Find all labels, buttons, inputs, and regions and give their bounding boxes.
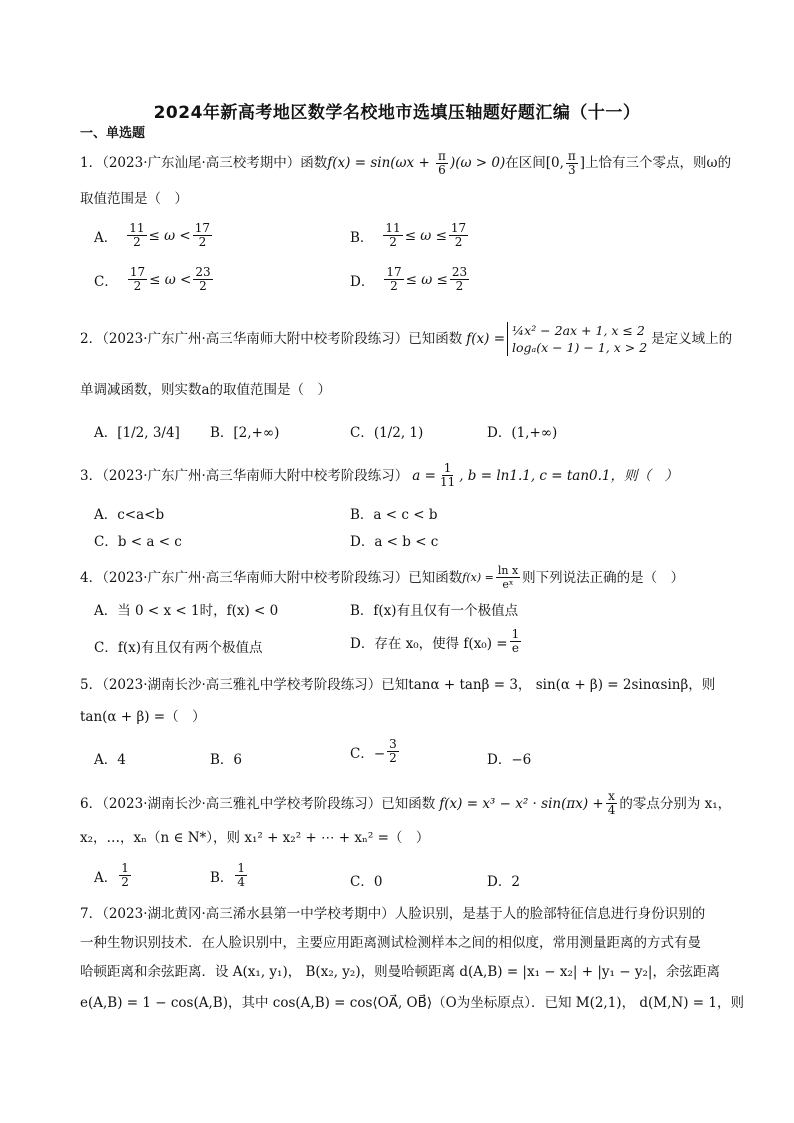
option-b[interactable]: B．f(x)有且仅有一个极值点 bbox=[350, 603, 519, 619]
question-1-line2: 取值范围是（ ） bbox=[80, 191, 188, 207]
option-c[interactable]: C．(1/2, 1) bbox=[350, 425, 424, 441]
option-a[interactable]: A．[1/2, 3/4] bbox=[94, 425, 180, 441]
question-7-line2: 一种生物识别技术．在人脸识别中，主要应用距离测试检测样本之间的相似度，常用测量距离的方式有曼 bbox=[80, 935, 701, 951]
question-7-line4: e(A,B) = 1 − cos(A,B)，其中 cos(A,B) = cos⟨OA⃗, OB⃗⟩（O为坐标原点）．已知 M(2,1)， d(M,N) = 1，则 bbox=[80, 995, 744, 1011]
option-b[interactable]: B． $\frac{11}{2}$ ≤ ω ≤ $\frac{17}{2}$ bbox=[350, 221, 467, 249]
option-b[interactable]: B．[2,+∞) bbox=[210, 425, 280, 441]
option-d[interactable]: D．存在 x₀，使得 f(x₀) = $\frac{1}{e}$ bbox=[350, 627, 520, 655]
option-c[interactable]: C． $\frac{17}{2}$ ≤ ω < $\frac{23}{2}$ bbox=[94, 265, 211, 293]
option-d[interactable]: D．2 bbox=[487, 874, 520, 890]
option-d[interactable]: D．a < b < c bbox=[350, 534, 439, 550]
option-c[interactable]: C．− $\frac{3}{2}$ bbox=[350, 737, 397, 765]
section-heading: 一、单选题 bbox=[80, 126, 146, 141]
question-6-line2: x₂，…，xₙ（n ∈ N*），则 x₁² + x₂² + ⋯ + xₙ² =（ ） bbox=[80, 830, 430, 846]
question-7-line3: 哈顿距离和余弦距离．设 A(x₁, y₁)， B(x₂, y₂)，则曼哈顿距离 d(A,B) = |x₁ − x₂| + |y₁ − y₂|，余弦距离 bbox=[80, 964, 720, 980]
option-d[interactable]: D． $\frac{17}{2}$ ≤ ω ≤ $\frac{23}{2}$ bbox=[350, 265, 468, 293]
option-d[interactable]: D．(1,+∞) bbox=[487, 425, 558, 441]
option-c[interactable]: C．f(x)有且仅有两个极值点 bbox=[94, 640, 263, 656]
question-3-stem: 3．（2023·广东广州·高三华南师大附中校考阶段练习） a = $\frac{1}{11}$ , b = ln1.1, c = tan0.1，则（ ） bbox=[80, 461, 678, 489]
question-7-stem: 7．（2023·湖北黄冈·高三浠水县第一中学校考期中）人脸识别，是基于人的脸部特征信息进行身份识别的 bbox=[80, 906, 706, 922]
option-a[interactable]: A． $\frac{1}{2}$ bbox=[94, 861, 129, 889]
question-5-line2: tan(α + β) =（ ） bbox=[80, 709, 206, 725]
option-c[interactable]: C．0 bbox=[350, 874, 383, 890]
question-4-stem: 4．（2023·广东广州·高三华南师大附中校考阶段练习）已知函数 f(x) = $\frac{\text{ln x}}{\text{eˣ}}$ 则下列说法正确的是（ ） bbox=[80, 564, 685, 591]
option-c[interactable]: C．b < a < c bbox=[94, 534, 182, 550]
piecewise-function: ¼x² − 2ax + 1, x ≤ 2 logₐ(x − 1) − 1, x > 2 bbox=[507, 322, 647, 356]
option-b[interactable]: B．6 bbox=[210, 752, 243, 768]
question-6-stem: 6．（2023·湖南长沙·高三雅礼中学校考阶段练习）已知函数 f(x) = x³ − x² · sin(πx) + $\frac{x}{4}$ 的零点分别为 x₁， bbox=[80, 789, 732, 817]
option-b[interactable]: B．a < c < b bbox=[350, 507, 438, 523]
option-a[interactable]: A．当 0 < x < 1时，f(x) < 0 bbox=[94, 603, 279, 619]
option-a[interactable]: A．4 bbox=[94, 752, 126, 768]
option-b[interactable]: B． $\frac{1}{4}$ bbox=[210, 861, 246, 889]
option-a[interactable]: A．c<a<b bbox=[94, 507, 165, 523]
option-d[interactable]: D．−6 bbox=[487, 752, 532, 768]
question-1-stem: 1．（2023·广东汕尾·高三校考期中）函数f(x) = sin(ωx + $\frac{\pi}{6}$ )(ω > 0)在区间[0, $\frac{\pi}{3}$ ]上恰有三个零点，则ω的 bbox=[80, 149, 732, 177]
question-2-stem: 2．（2023·广东广州·高三华南师大附中校考阶段练习）已知函数 f(x) = ¼x² − 2ax + 1, x ≤ 2 logₐ(x − 1) − 1, x > 2 是定义域上的 bbox=[80, 323, 733, 355]
question-5-stem: 5．（2023·湖南长沙·高三雅礼中学校考阶段练习）已知tanα + tanβ = 3， sin(α + β) = 2sinαsinβ，则 bbox=[80, 677, 716, 693]
option-a[interactable]: A． $\frac{11}{2}$ ≤ ω < $\frac{17}{2}$ bbox=[94, 221, 211, 249]
question-2-line2: 单调减函数，则实数a的取值范围是（ ） bbox=[80, 382, 332, 398]
page-title: 2024年新高考地区数学名校地市选填压轴题好题汇编（十一） bbox=[153, 103, 641, 123]
